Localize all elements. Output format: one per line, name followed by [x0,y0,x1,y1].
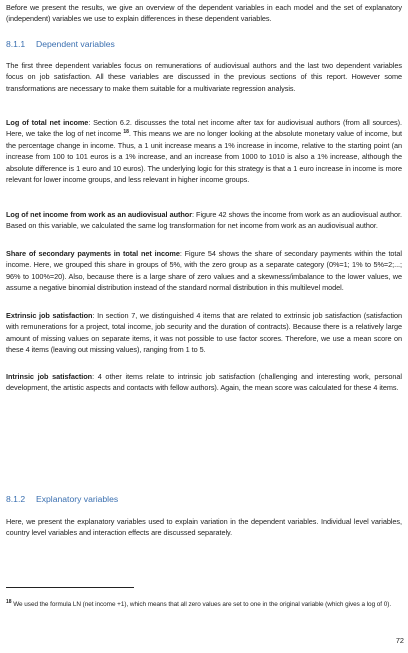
intro-paragraph [6,2,402,25]
footnote [6,600,402,610]
page-number: 72 [395,636,404,645]
footnote-text: We used the formula LN (net income +1), which means that all zero values are set to one in the original variable (which gives a log of 0). [11,601,392,608]
paragraph-text: : 4 other items relate to intrinsic job satisfaction (challenging and interesting work, personal development, the artistic aspects and contacts with fellow authors). Again, the mean score was calculated for these 4 items. [6,372,402,393]
footnote-ref[interactable]: 18 [123,129,129,136]
explanatory-intro-paragraph [6,516,402,539]
log-work-income-paragraph [6,209,402,232]
share-secondary-paragraph [6,248,402,294]
intrinsic-paragraph [6,371,402,394]
intro-text: Before we present the results, we give an overview of the dependent variables in each model and the set of explanatory (independent) variables we use to explain differences in these dependent variables. [6,3,402,24]
paragraph-text: : In section 7, we distinguished 4 items that are related to extrinsic job satisfaction (satisfaction with remunerations for a project, total income, job security and the duration of contracts). Because there is a relatively large amount of missing values on separate items, it was not possible to use factor scores. Therefore, we use a mean score on these 4 items (leaving out missing values), ranging from 1 to 5. [6,311,403,355]
dependent-intro-text: The first three dependent variables focus on remunerations of audiovisual authors and the last two dependent variables focus on job satisfaction. All these variables are discussed in the previous sections of this report. However some transformations are necessary to make them suitable for a multivariate regression analysis. [6,61,402,93]
paragraph-text: : Section 6.2. discusses the total net income after tax for audiovisual authors (from all sources). Here, we take the log of net income [6,118,402,139]
paragraph-lead: Intrinsic job satisfaction [6,372,93,381]
dependent-intro-paragraph [6,60,402,94]
section-heading-dependent [6,39,115,49]
section-title: Dependent variables [36,39,115,49]
extrinsic-paragraph [6,310,402,356]
paragraph-text: : Figure 54 shows the share of secondary payments within the total income. Here, we grouped this share in groups of 5%, with the zero group as a separate category (0%=1; 1% to 5%=2;...; 96% to 100%=20). Also, because there is a large share of zero values and a skewness/imbalance to the lower values, we assume a negative binomial distribution instead of the standard normal distribution in this multilevel model. [6,249,402,293]
paragraph-text: : Figure 42 shows the income from work as an audiovisual author. Based on this variable, we calculated the same log transformation for net income from work as an audiovisual author. [6,210,402,231]
paragraph-lead: Log of total net income [6,118,89,127]
paragraph-lead: Extrinsic job satisfaction [6,311,93,320]
log-total-income-paragraph [6,117,402,185]
section-heading-explanatory [6,494,118,504]
section-number: 8.1.2 [6,494,26,504]
footnote-divider [6,587,134,588]
explanatory-intro-text: Here, we present the explanatory variables used to explain variation in the dependent variables. Individual level variables, country level variables and interaction effects are discussed separately. [6,517,402,538]
section-number: 8.1.1 [6,39,26,49]
section-title: Explanatory variables [36,494,119,504]
paragraph-lead: Log of net income from work as an audiovisual author [6,210,192,219]
paragraph-text-cont: . This means we are no longer looking at the absolute monetary value of income, but the percentage change in income. Thus, a 1 unit increase means a 1% increase in income, relative to the starting point (an increase from 100 to 101 euros is a 1% increase, and an increase from 1000 to 1010 is also a 1% increase, although the absolute difference is 1 euro and 10 euros). The underlying logic for this strategy is that a 1 euro increase in income is more relevant for lower income groups, and less relevant in higher income groups. [6,129,402,185]
footnote-number: 18 [6,599,12,605]
paragraph-lead: Share of secondary payments in total net income [6,249,180,258]
